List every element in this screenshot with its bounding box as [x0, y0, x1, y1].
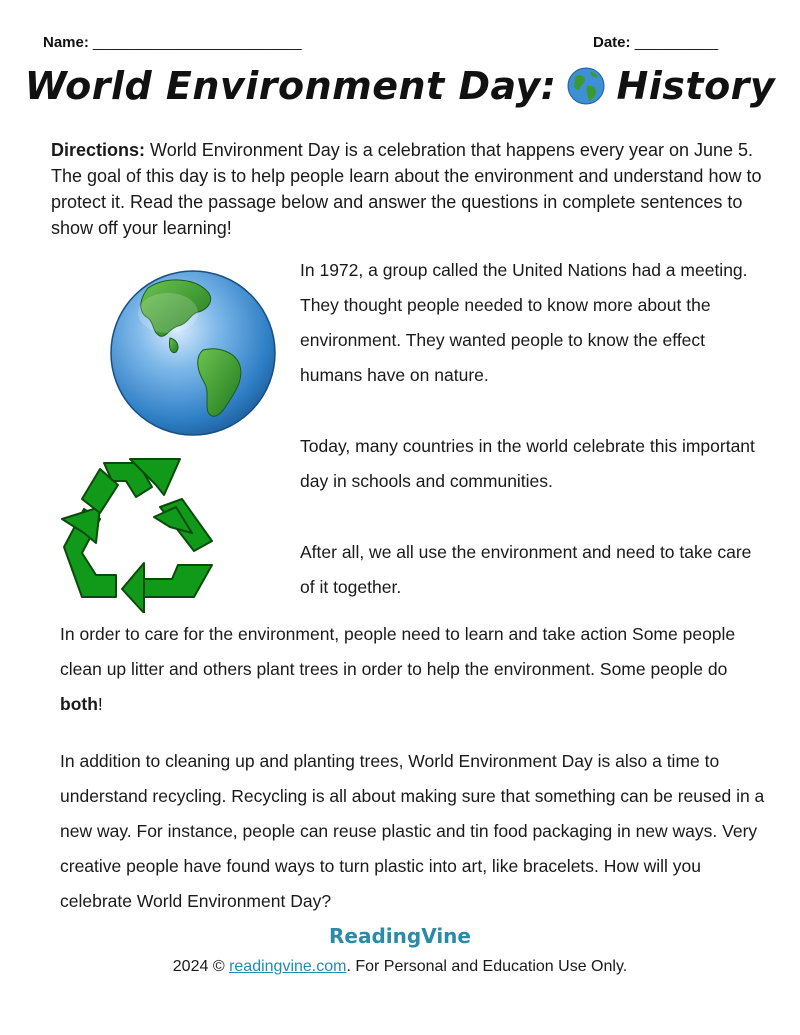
passage-paragraph-1: In 1972, a group called the United Nations had a meeting. They thought people needed to know more about the environment. They wanted people to know the effect humans have on nature.	[300, 260, 748, 385]
paragraph-4-end: !	[97, 694, 103, 714]
passage-paragraph-4	[60, 617, 772, 722]
name-blank[interactable]: _________________________	[93, 34, 302, 51]
footer-suffix: . For Personal and Education Use Only.	[346, 958, 628, 975]
footer-link[interactable]: readingvine.com	[229, 958, 347, 975]
earth-globe-icon	[108, 268, 278, 438]
footer	[0, 958, 800, 976]
brand-logo: ReadingVine	[329, 924, 471, 948]
passage-paragraph-5: In addition to cleaning up and planting trees, World Environment Day is also a time to understand recycling. Recycling is all about making sure that something can be reused in a new way. For instance, people can reuse plastic and tin food packaging in new ways. Very creative people have found ways to turn plastic into art, like bracelets. How will you celebrate World Environment Day?	[60, 751, 765, 911]
directions-label: Directions:	[51, 140, 146, 160]
date-label: Date:	[593, 34, 631, 51]
title-text-before: World Environment Day:	[24, 64, 557, 108]
globe-icon	[566, 66, 606, 106]
page-title	[0, 64, 800, 108]
date-field	[593, 34, 718, 51]
directions-text: World Environment Day is a celebration that happens every year on June 5. The goal of this day is to help people learn about the environment and understand how to protect it. Read the passage below and answer the questions in complete sentences to show off your learning!	[51, 140, 762, 238]
recycle-icon	[60, 455, 218, 613]
name-label: Name:	[43, 34, 89, 51]
footer-prefix: 2024 ©	[172, 958, 230, 975]
name-field	[43, 34, 302, 51]
title-text-after: History	[616, 64, 776, 108]
directions	[51, 137, 763, 241]
paragraph-4-bold: both	[60, 694, 98, 714]
passage-paragraph-2: Today, many countries in the world celebrate this important day in schools and communities.	[300, 436, 755, 491]
paragraph-4-text: In order to care for the environment, people need to learn and take action Some people clean up litter and others plant trees in order to help the environment. Some people do	[60, 624, 736, 679]
passage-paragraph-3: After all, we all use the environment and need to take care of it together.	[300, 542, 752, 597]
date-blank[interactable]: __________	[634, 34, 719, 51]
